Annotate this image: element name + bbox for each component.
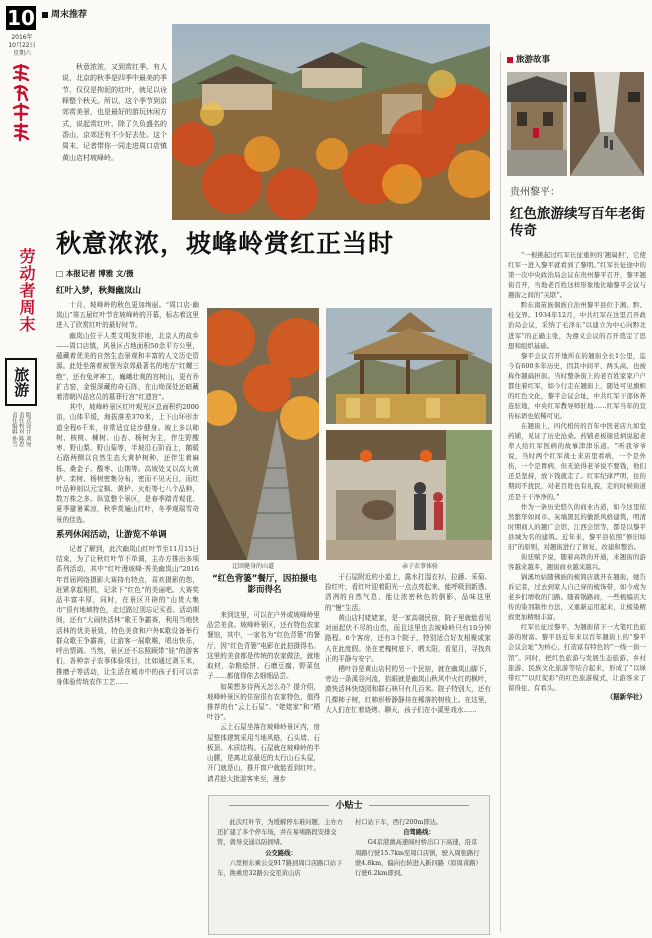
story-kicker: 贵州黎平： xyxy=(510,187,560,198)
subhead-activities: 系列休闲活动，让游览不单调 xyxy=(56,529,167,540)
old-street-photo xyxy=(507,72,567,176)
section-label: 周末推荐 xyxy=(51,10,88,20)
old-street-lane-photo xyxy=(570,72,644,176)
story-paragraph: 锅溪坊姑随佛族的梳简店就开在翘街，她告诉记者，过去到家人自己穿的梳饰带，如今成为老乡们增收的门路。随着锅路商，一些梳编店大传的染剂制作方法，又重新运用起来，让梳染精致更加精细丰富。 xyxy=(508,573,646,622)
thatched-pavilion-photo xyxy=(326,308,492,424)
square-bullet-icon xyxy=(507,57,513,63)
credit-editor: 责任编辑 孙雪 xyxy=(10,412,17,447)
story-paragraph: 黎平会议召开地所在的翘街全长1公里，迄今有600多年历史，因其中间平、两头高，也被称作翘扁担街。当时整条街上的老百姓家家户户都住着红军，如今行走在翘街上，随处可见旗帜的红色文化，黎平会议会址，中共红军干部休养连驻地，中央红军教导师驻地……红军当年的宣传标语也依稀可见。 xyxy=(508,351,646,420)
editor-credits xyxy=(10,412,31,472)
travel-story-tag xyxy=(507,54,550,67)
story-source-credit: （据新华社） xyxy=(606,692,646,701)
tips-bus-route-cont: 村口站下车，西行200m即达。 xyxy=(355,819,443,826)
credit-layout: 版式设计 刘宛 xyxy=(24,412,31,447)
feature-column-1 xyxy=(56,284,199,687)
square-bullet-icon xyxy=(42,12,48,18)
story-body xyxy=(508,250,646,703)
tips-drive-label: 自驾路线： xyxy=(403,829,435,837)
tips-drive-route: G4京港澳高速阎村桥出口下高速，沿京周路行驶15.7km至周口店镇，驶入周张路行驶4.8km，偏向右转进入新四路（原周黄路）行驶6.2km即到。 xyxy=(355,839,482,877)
farm-experience-photo xyxy=(326,430,492,560)
mountain-trail-photo xyxy=(207,308,319,560)
feature-column-3 xyxy=(325,572,491,715)
tips-bus-route: 六里桥东乘公交917路到周口店路口站下车，换乘房32路公交至黄山店 xyxy=(217,859,343,877)
tips-bus-label: 公交路线： xyxy=(265,849,297,857)
feature-column-2 xyxy=(207,610,320,784)
story-paragraph: 街廷赋予说，随着高铁的开通，来翘街的游客越来越多，翘街商业越来越兴。 xyxy=(508,552,646,571)
feature-byline: □ 本报记者 博雅 文/摄 xyxy=(56,269,134,278)
story-paragraph: “一根挑起过红军长征重担的‘翘扁担’，它使红军一进入黎平就看到了黎明。”红军长征途中的第一次中央政治局会议在贵州黎平召开，黎平翘街召开，当地老百姓这样形象地比喻黎平会议与翘街之间的“关联”。 xyxy=(508,251,646,300)
tips-box xyxy=(208,795,490,935)
article-paragraph: 如果想多待两天怎么办？提介绍，坡峰岭景区的住宿很有农家特色，值得推荐的有“云上石屋”、“姥姥家”和“栖叶谷”。 xyxy=(207,682,320,722)
page-number: 10 xyxy=(7,6,35,30)
tips-parking-note: 此次红叶节，为缓解停车难问题，主办方还扩建了多个停车场，并在易堵路段安排交管，就导交通以防拥堵。 xyxy=(217,819,343,847)
article-paragraph: 来到这里，可以在户外或坡峰岭里品尝美食。坡峰岭景区，还有特色农家餐馆，其中，一家名为“红色背篓”的餐厅，因“红色背篓”电影在此拍摄得名。这里的美食都是传统的农家做法，就地取材，杂粮烩饼、石磨豆腐、野菜包子……都值得你去细细品尝。 xyxy=(207,611,320,681)
issue-date xyxy=(6,34,38,57)
date-year: 2016年 xyxy=(11,34,33,41)
date-day: 10月22日 xyxy=(8,41,36,49)
photo-caption-trail: 迂回健身的山道 xyxy=(232,563,275,570)
date-weekday: 星期六 xyxy=(12,49,31,57)
story-paragraph: 黔东南苗族侗族自治州黎平县位于湘、黔、桂交界。1934年12月，中共红军在这里召开政治局会议，采纳了毛泽东“以建立为中心向黔北进军”的正确主张，为遵义会议的召开奠定了思想和组织基础。 xyxy=(508,301,646,350)
tips-right xyxy=(355,818,483,879)
tips-left xyxy=(217,818,345,879)
article-paragraph: 云上石屋坐落在坡峰岭景区内，房屋整体建筑采用当地风格，石头墙、石板顶、木质结构。石屋就在坡峰岭的半山腰，是离北京最近的太行山石头屋，开门就是山，推开窗户就能看到红叶。请君趁大批游客来至，漫步 xyxy=(207,723,320,783)
column-divider xyxy=(500,52,501,932)
story-paragraph: 作为一条历史悠久的商业古道，如今这里依然繁华如间市。灰墙黑瓦的徽派风格建筑，明清时期商人的翘广会馆、江西会馆等，都是以黎平县城为名的建筑。近年来，黎平县依照“修旧如旧”的原则，对翘街进行了修复，改建和整治。 xyxy=(508,502,646,551)
autumn-village-photo xyxy=(172,24,490,220)
subhead-restaurant: “红色背篓”餐厅，因拍摄电影而得名 xyxy=(212,574,317,596)
article-paragraph: 十月，坡峰岭的秋色更加绚丽。“周口店·幽岚山”第五届红叶节在坡峰岭的开幕，标志着这里进入了欣赏红叶的最好时节。 xyxy=(56,301,199,330)
article-paragraph: 于石屋附近的小道上，露水打湿衣衫，拉藤、采菊、捡红叶，看红叶迎着阳光一点点亮起来，能呼吸到新透、清冽的自然气息，能让浓密秋色的倒影，品味这里的“慢”生活。 xyxy=(325,573,491,612)
feature-headline: 秋意浓浓，坡峰岭赏红正当时 xyxy=(56,229,395,258)
story-headline: 红色旅游续写百年老街传奇 xyxy=(510,206,645,239)
story-paragraph: 在翘街上，四代相传的百年中医老店九如堂药铺，见证了历史沧桑。药铺老板谢廷炳说起老辈人给红军医病的故事津津乐道。“听我爷爷说，当时两个红军战士来店里看病，一个是外伤，一个是胃病，但无论得老爷说不要钱，他们还是坚持，放下钱就走了。红军纪律严明，住的期间不扰民，对老百姓也有礼貌，走的时候街道还是干干净净的。” xyxy=(508,422,646,501)
article-paragraph: 记者了解到，此次幽岚山红叶节至11月15日结束，为了让秋红叶节不单调，主办方推出多项系列活动，其中“红叶漫坡峰·秀美幽岚山”2016年首届网络摄影大赛持有特点，喜欢摄影的您，赶紧拿起相机，记录下“红色”的美丽吧。大赛奖品丰富丰厚，同时，在景区开辟的“山货大集市”很有地域特色，走过路过别忘记买看。活动期间，还有“大闹快活林”歌王争霸赛，利用当地快活林的优美景致，特色美食和户外K歌设备举行群众歌王争霸赛，让游客一展歌喉，唱出快乐，呼出情调。当然，景区还不忘照顾带“娃”的游客们，各种亲子农事体验项目，比如通过剥玉米，推磨子等活动，让生活在城市中的孩子们可以亲身体验传统农作工艺…… xyxy=(56,544,199,686)
article-paragraph: 其中，坡峰岭景区红叶观光区总面积约2000亩，山体平缓，海拔落差370米，上下山环形步道全程6千米，非常适宜徒步健身。坡上多以柿树、核桃、楝树、山杏、杨树为主，伴生野酸枣、野山梨、野山菊等，半坡沿石阶而上，鹅暖石路两侧以自然生态大黄栌树种，还伴生着麻栎、桑金子、酸枣、山荆等。高坡处又以高大黄栌、栾树、杨树密集分布，密而不见天日，而红叶品种则以元宝枫、黄栌、火炬等七八个品种，数万株之多。纵览整个景区，是春季踏青观花、夏季避暑乘凉，秋季赏遍山红叶，冬季观瑞雪奇景的佳选。 xyxy=(56,403,199,524)
credit-proofread: 责任校对 陈思 xyxy=(17,412,24,447)
travel-story-label: 旅游故事 xyxy=(516,55,551,65)
section-tag xyxy=(42,9,87,23)
article-paragraph: 栖叶谷是黄山店村的另一个民宿，就在幽岚山脚下，旁边一条溪谷河流，抬眼就是幽岚山秋风中火红的枫叶，漠快活林快绕园和群石林只有几百米。院子特别大，还有几棵柿子树，红柿形桥静静挂在稀落的树枝上。在这里，大人们在忙着烧烤、聊天，孩子们在小溪里戏水…… xyxy=(325,664,491,714)
photo-caption-farm: 亲子农事体验 xyxy=(402,563,439,570)
column-title: 劳动者周末 xyxy=(17,248,36,333)
article-paragraph: 黄山店村姥姥家，是一家高端民宿，院子里就能看见对面起伏不尽的山峦，而且这里也去坡峰岭只有10分钟路程。6个客房，还有3个院子，特别适合好友相聚或家人在此度假。坐在老槐树底下，晒太阳，看星月，寻找真正的平静与安宁。 xyxy=(325,613,491,663)
article-paragraph: 幽岚山位于人类文明发祥地，北京人的故乡——周口店镇，风景区占地面积50余平方公里，蕴藏着优美的自然生态景观和丰富的人文历史资源。此处坐落着被誉为京郊最著名的地方“红螺三绝”，还有兔斧神工，巍峨壮观的宫树山，更有乔扩古窑，金银深藏的奇石阵，在山坳深处还暗藏着清朝四品官员的墓葬行宫“红遗宫”。 xyxy=(56,331,199,402)
brand-logo xyxy=(10,62,32,142)
tips-title-text: 小贴士 xyxy=(335,801,363,811)
column-subtitle: 旅游 xyxy=(5,358,37,406)
subhead-red-leaves: 红叶入梦，秋舞幽岚山 xyxy=(56,286,142,296)
tips-title xyxy=(217,800,481,814)
story-paragraph: 红军长征过黎平，为翘街留下一大笔红色旅游的财富。黎平县近年来以百年翘街上的“黎平会议会址”为核心，打造富有特色的“一线一街一馆”。同时，把红色旅游与发展生态旅游、乡村旅游、民族文化旅游等结合起来，形成了“以绿带红”“以红促彩”的红色旅游模式，让游客来了留得住、有看头。 xyxy=(508,623,646,692)
feature-intro: 秋意浓浓，又到赏红季。有人说，北京的秋季是四季中最美的季节，仅仅是拘泥的红叶，就足以诠释整个秋天。所以，这个季节到京郊赏美景，也是最好的游玩休闲方式，说起赏红叶，除了久负盛名的香山，京郊还有不少好去处。这个周末，记者带你一同走进周口店镇黄山店村坡峰岭。 xyxy=(62,63,167,162)
